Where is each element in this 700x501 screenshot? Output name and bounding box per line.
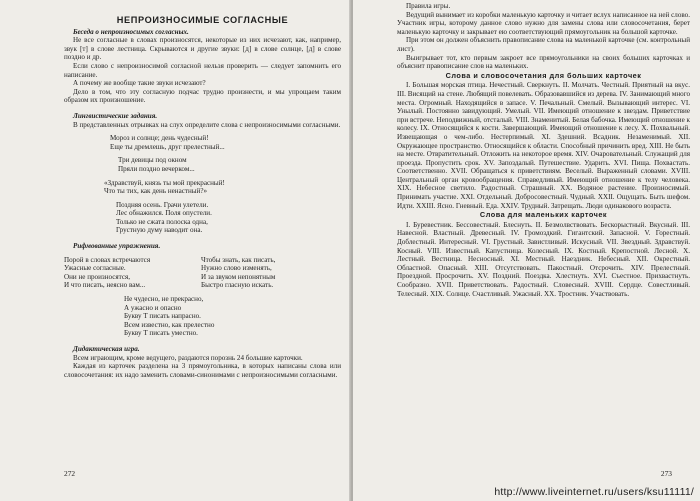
right-page [353,0,700,501]
paragraph: Всем играющим, кроме ведущего, раздаются порознь 24 большие карточки. [73,353,303,362]
verse-line: Всем известно, как прелестно [124,320,215,329]
verse-line: Мороз и солнце; день чудесный! [110,134,209,143]
verse-line: Порой в словах встречаются [64,255,151,264]
verse-line: Поздняя осень. Грачи улетели. [116,200,209,209]
paragraph: Если слово с непроизносимой согласной нельзя проверить — следует запомнить его написание. [64,61,341,79]
paragraph: При этом он должен объяснить правописание слова на маленькой карточке (см. контрольный лист). [397,36,690,53]
rhyme-column-left [64,256,150,290]
word-list-big-cards: I. Большая морская птица. Нечестный. Сверкнуть. II. Молчать. Честный. Приятный на вкус. III. Висящий на стене. Любящий повелевать. Образовавшийся из дерева. IV. Занимающий много места. Огромный. Находящийся в запасе. V. Печальный. Смелый. Вызывающий интерес. VI. Унылый. Постоянно завидующий. Умелый. VII. Имеющий отношение к звездам. Приветствие при встрече. Неподвижный, отсталый. VIII. Знаменитый. Белая бабочка. Имеющий отношение к колесу. IX. Относящийся к кости. Завершающий. Имеющий отношение к лесу. X. Похвальный. Извещающая о чем-либо. Нестерпимый. XI. Здешний. Всадник. Незаменимый. XII. Окружающее пространство. Относящийся к области. Способный причинить вред. XIII. Не быть на месте. Отвратительный. Отложить на некоторое время. XIV. Очаровательный. Служащий для проезда. Пропустить срок. XV. Запоздалый. Путешествие. Ударить. XVI. Пища. Похвастать. Соответственно. XVII. Обращаться к приветствиям. Веселый. Выраженный словами. XVIII. Центральный орган кровообращения. Справедливый. Имеющий отношение к телу человека. XIX. Небесное светило. Радостный. Страшный. XX. Водяное растение. Произносимый. Принимать участие. XXI. Отдельный. Добросовестный. Чудный. XXII. Ощущать. Быть шефом. Идти. XXIII. Ясно. Гневный. Еда. XXIV. Трудный. Затрещать. Люди одинакового возраста. [397,81,690,210]
verse-block [64,295,341,338]
verse-line: Только не сжата полоска одна, [116,217,208,226]
paragraph: Каждая из карточек разделена на 3 прямоугольника, в которых написаны слова или словосочетания: их надо заменить словами-синонимами с непроизносимыми согласными. [64,362,341,379]
verse-line: Пряли поздно вечерком... [118,164,195,173]
verse-line: Лес обнажился. Поля опустели. [116,209,212,218]
verse-line: Что ты тих, как день ненастный?» [104,187,208,196]
verse-block [64,134,341,151]
verse-block [64,179,341,196]
verse-line: Грустную думу наводит она. [116,226,203,235]
paragraph: Дело в том, что эту согласную подчас трудно произнести, и мы упрощаем таким образом их произношение. [64,87,341,105]
section-heading-game: Дидактическая игра. [73,345,140,353]
verse-line: Нужно слово изменять, [201,264,272,273]
verse-block [64,201,341,235]
verse-line: Быстро гласную искать. [201,281,274,290]
paragraph: А почему же вообще такие звуки исчезают? [73,79,206,88]
word-list-small-cards: I. Буревестник. Бессовестный. Блеснуть. II. Безмолвствовать. Бескорыстный. Вкусный. III. Навесной. Властный. Древесный. IV. Громоздкий. Гигантский. Запасной. V. Горестный. Доблестный. Интересный. VI. Грустный. Завистливый. Искусный. VII. Звездный. Здравствуй. Косный. VIII. Известный. Капустница. Колесный. IX. Костный. Крепостной. Лесной. X. Лестный. Вестница. Несносный. XI. Местный. Наездник. Небесный. XII. Окрестный. Областной. Опасный. XIII. Отсутствовать. Пакостный. Отсрочить. XIV. Прелестный. Проездной. Просрочить. XV. Поздний. Поездка. Хлестнуть. XVI. Съестное. Прихвастнуть. Сообразно. XVII. Приветствовать. Радостный. Словесный. XVIII. Сердце. Совестливый. Телесный. XIX. Солнце. Счастливый. Ужасный. XX. Тростник. Участвовать. [397,220,690,298]
verse-line: Они не произносятся, [64,272,130,281]
verse-line: А ужасно и опасно [124,303,182,312]
page-number: 272 [64,469,76,478]
paragraph: Выигрывает тот, кто первым закроет все прямоугольники на своих больших карточках и объяснит правописание слов на маленьких. [397,53,690,71]
verse-line: Еще ты дремлешь, друг прелестный... [110,142,225,151]
verse-line: И что писать, неясно вам... [64,281,146,290]
verse-line: И за звуком непонятным [201,272,276,281]
page-number: 273 [660,469,672,478]
page-title: НЕПРОИЗНОСИМЫЕ СОГЛАСНЫЕ [116,15,289,25]
source-url: http://www.liveinternet.ru/users/ksu11111/ [494,486,694,498]
section-heading-linguistic: Лингвистические задания. [73,111,158,120]
verse-line: Букву Т писать напрасно. [124,312,201,321]
verse-block [64,156,341,173]
paragraph: Не все согласные в словах произносятся, некоторые из них исчезают, как, например, звук [т] в слове лестница. Скрываются и другие звуки: [д] в слове солнце, [д] в слове поздно и др. [64,36,341,62]
verse-line: Ужасные согласные. [64,264,126,273]
verse-line: Три девицы под окном [118,156,187,165]
verse-line: «Здравствуй, князь ты мой прекрасный! [104,178,225,187]
section-heading-small-cards: Слова для маленьких карточек [479,210,608,220]
verse-line: Не чудесно, не прекрасно, [124,295,204,304]
section-heading-rhymes: Рифмованные упражнения. [73,242,161,251]
verse-line: Букву Т писать уместно. [124,329,198,338]
verse-line: Чтобы знать, как писать, [201,255,276,264]
section-heading-conversation: Беседа о непроизносимых согласных. [73,27,189,36]
rhyme-column-right [201,256,341,290]
paragraph: Ведущий вынимает из коробки маленькую карточку и читает вслух написанное на ней слово. Участник игры, которому данное слово нужно для замены слова или словосочетания, берет маленькую карточку и закрывает ею соответствующий прямоугольник на большой карточке. [397,10,690,36]
section-heading-rules: Правила игры. [406,2,451,10]
rhyme-columns [64,256,341,290]
paragraph: В представленных отрывках на слух определите слова с непроизносимыми согласными. [73,120,341,129]
section-heading-big-cards: Слова и словосочетания для больших карточек [445,70,642,80]
